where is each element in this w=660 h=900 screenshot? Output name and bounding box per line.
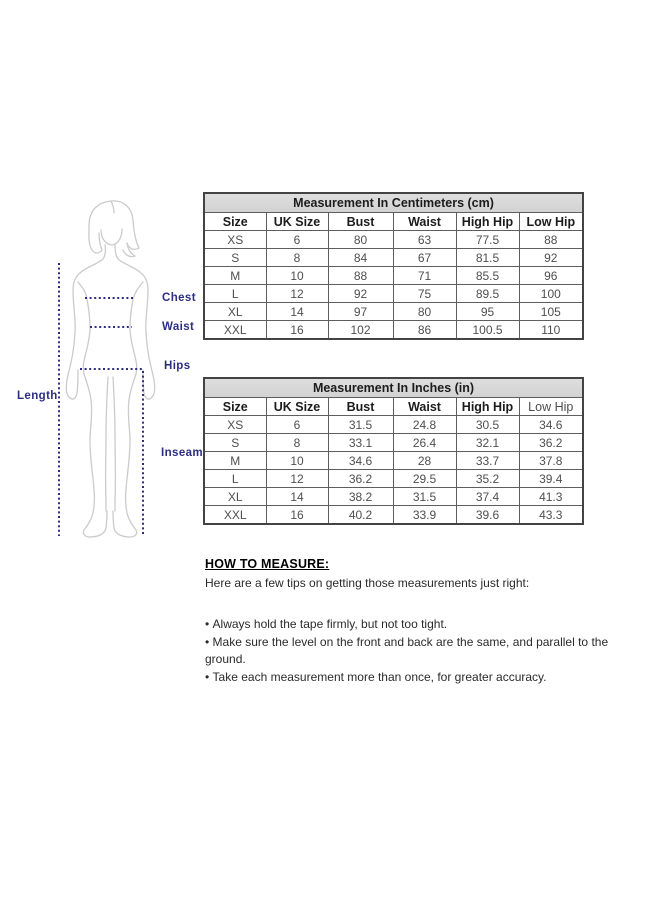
measurement-cell: 8 bbox=[266, 249, 328, 267]
size-row bbox=[204, 506, 583, 525]
column-header: Bust bbox=[328, 398, 393, 416]
measurement-cell: M bbox=[204, 267, 266, 285]
column-header: Waist bbox=[393, 398, 456, 416]
measurement-cell: 40.2 bbox=[328, 506, 393, 525]
how-to-measure-heading: HOW TO MEASURE: bbox=[205, 557, 330, 571]
inseam-label: Inseam bbox=[161, 447, 204, 459]
measure-tips-list bbox=[205, 616, 645, 686]
column-header: Bust bbox=[328, 213, 393, 231]
measurement-cell: 14 bbox=[266, 488, 328, 506]
cm-measurement-table bbox=[203, 192, 584, 340]
measurement-cell: 84 bbox=[328, 249, 393, 267]
how-to-measure-section bbox=[205, 557, 645, 686]
measurement-cell: XL bbox=[204, 488, 266, 506]
measurement-cell: XS bbox=[204, 416, 266, 434]
size-row bbox=[204, 285, 583, 303]
size-row bbox=[204, 267, 583, 285]
measurement-cell: 89.5 bbox=[456, 285, 519, 303]
measurement-cell: 14 bbox=[266, 303, 328, 321]
measurement-cell: 26.4 bbox=[393, 434, 456, 452]
column-header: Low Hip bbox=[519, 398, 583, 416]
measurement-cell: 92 bbox=[328, 285, 393, 303]
measurement-cell: L bbox=[204, 470, 266, 488]
measurement-cell: 32.1 bbox=[456, 434, 519, 452]
measurement-cell: XL bbox=[204, 303, 266, 321]
measurement-cell: 30.5 bbox=[456, 416, 519, 434]
measurement-cell: M bbox=[204, 452, 266, 470]
size-row bbox=[204, 321, 583, 340]
size-row bbox=[204, 416, 583, 434]
measurement-cell: 75 bbox=[393, 285, 456, 303]
measurement-cell: 12 bbox=[266, 470, 328, 488]
measurement-cell: 97 bbox=[328, 303, 393, 321]
column-header: Low Hip bbox=[519, 213, 583, 231]
measurement-cell: 24.8 bbox=[393, 416, 456, 434]
size-row bbox=[204, 434, 583, 452]
measurement-cell: 33.7 bbox=[456, 452, 519, 470]
column-header: UK Size bbox=[266, 398, 328, 416]
measurement-cell: 88 bbox=[328, 267, 393, 285]
measure-tip: • Take each measurement more than once, for greater accuracy. bbox=[205, 669, 645, 687]
measurement-cell: 96 bbox=[519, 267, 583, 285]
measurement-cell: 8 bbox=[266, 434, 328, 452]
measurement-cell: 92 bbox=[519, 249, 583, 267]
measurement-cell: 102 bbox=[328, 321, 393, 340]
column-header-row bbox=[204, 213, 583, 231]
size-row bbox=[204, 303, 583, 321]
measurement-cell: 39.6 bbox=[456, 506, 519, 525]
column-header: High Hip bbox=[456, 398, 519, 416]
measurement-cell: 37.8 bbox=[519, 452, 583, 470]
measurement-cell: 43.3 bbox=[519, 506, 583, 525]
measurement-cell: 37.4 bbox=[456, 488, 519, 506]
measure-tip: • Make sure the level on the front and back are the same, and parallel to the ground. bbox=[205, 634, 645, 669]
size-row bbox=[204, 452, 583, 470]
measurement-cell: 81.5 bbox=[456, 249, 519, 267]
measurement-cell: 31.5 bbox=[393, 488, 456, 506]
measurement-cell: 35.2 bbox=[456, 470, 519, 488]
measurement-cell: 80 bbox=[393, 303, 456, 321]
size-row bbox=[204, 249, 583, 267]
measure-tip: • Always hold the tape firmly, but not too tight. bbox=[205, 616, 645, 634]
measurement-cell: 88 bbox=[519, 231, 583, 249]
inch-measurement-table bbox=[203, 377, 584, 525]
measurement-cell: 34.6 bbox=[519, 416, 583, 434]
waist-label: Waist bbox=[162, 321, 195, 333]
measurement-cell: 33.1 bbox=[328, 434, 393, 452]
chest-label: Chest bbox=[162, 292, 196, 304]
measurement-cell: XXL bbox=[204, 506, 266, 525]
size-row bbox=[204, 470, 583, 488]
measurement-cell: 85.5 bbox=[456, 267, 519, 285]
measurement-cell: XXL bbox=[204, 321, 266, 340]
measurement-cell: 28 bbox=[393, 452, 456, 470]
column-header: UK Size bbox=[266, 213, 328, 231]
measurement-cell: 10 bbox=[266, 452, 328, 470]
measurement-cell: S bbox=[204, 249, 266, 267]
measurement-cell: 71 bbox=[393, 267, 456, 285]
measurement-cell: 36.2 bbox=[519, 434, 583, 452]
measurement-cell: 100.5 bbox=[456, 321, 519, 340]
measurement-cell: 36.2 bbox=[328, 470, 393, 488]
column-header: Waist bbox=[393, 213, 456, 231]
measurement-cell: 77.5 bbox=[456, 231, 519, 249]
measurement-cell: 16 bbox=[266, 506, 328, 525]
length-label: Length bbox=[17, 390, 58, 402]
measurement-cell: 63 bbox=[393, 231, 456, 249]
measurement-cell: 10 bbox=[266, 267, 328, 285]
how-to-measure-intro: Here are a few tips on getting those measurements just right: bbox=[205, 576, 530, 590]
measurement-cell: 38.2 bbox=[328, 488, 393, 506]
column-header: High Hip bbox=[456, 213, 519, 231]
measurement-cell: 12 bbox=[266, 285, 328, 303]
measurement-cell: S bbox=[204, 434, 266, 452]
measurement-cell: 29.5 bbox=[393, 470, 456, 488]
size-row bbox=[204, 488, 583, 506]
measurement-cell: 34.6 bbox=[328, 452, 393, 470]
measurement-cell: L bbox=[204, 285, 266, 303]
measurement-cell: 105 bbox=[519, 303, 583, 321]
column-header: Size bbox=[204, 398, 266, 416]
measurement-cell: 67 bbox=[393, 249, 456, 267]
measurement-cell: 39.4 bbox=[519, 470, 583, 488]
hips-label: Hips bbox=[164, 360, 191, 372]
measurement-cell: 6 bbox=[266, 416, 328, 434]
measurement-cell: 31.5 bbox=[328, 416, 393, 434]
measurement-cell: XS bbox=[204, 231, 266, 249]
measurement-cell: 110 bbox=[519, 321, 583, 340]
measurement-cell: 80 bbox=[328, 231, 393, 249]
column-header: Size bbox=[204, 213, 266, 231]
size-row bbox=[204, 231, 583, 249]
measurement-cell: 33.9 bbox=[393, 506, 456, 525]
table-title: Measurement In Inches (in) bbox=[204, 378, 583, 398]
measurement-cell: 16 bbox=[266, 321, 328, 340]
measurement-cell: 100 bbox=[519, 285, 583, 303]
measurement-cell: 95 bbox=[456, 303, 519, 321]
measurement-cell: 86 bbox=[393, 321, 456, 340]
measurement-cell: 41.3 bbox=[519, 488, 583, 506]
column-header-row bbox=[204, 398, 583, 416]
table-title: Measurement In Centimeters (cm) bbox=[204, 193, 583, 213]
measurement-cell: 6 bbox=[266, 231, 328, 249]
